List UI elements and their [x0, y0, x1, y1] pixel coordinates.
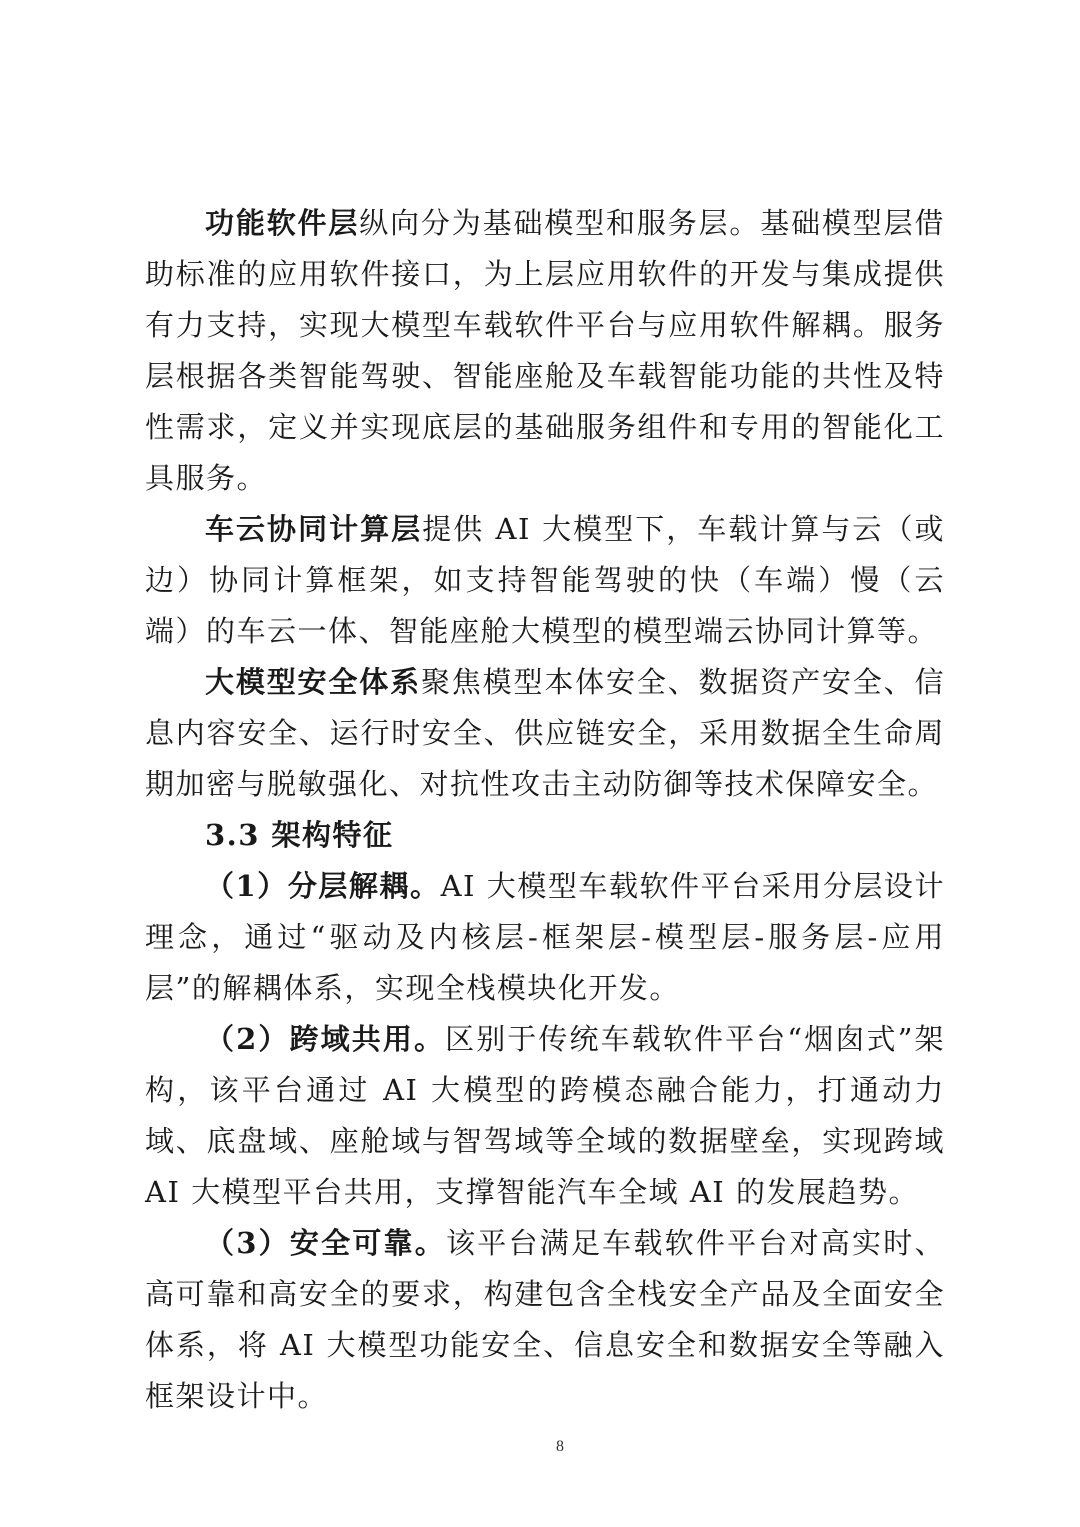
paragraph-text: 提供 AI 大模型下，车载计算与云（或边）协同计算框架，如支持智能驾驶的快（车端）慢（云端）的车云一体、智能座舱大模型的模型端云协同计算等。 — [145, 512, 945, 648]
page-body — [145, 198, 945, 1422]
feature-title: （3）安全可靠。 — [205, 1226, 447, 1260]
paragraph-text: 纵向分为基础模型和服务层。基础模型层借助标准的应用软件接口，为上层应用软件的开发与集成提供有力支持，实现大模型车载软件平台与应用软件解耦。服务层根据各类智能驾驶、智能座舱及车载智能功能的共性及特性需求，定义并实现底层的基础服务组件和专用的智能化工具服务。 — [145, 206, 945, 495]
paragraph-vehicle-cloud-computing-layer — [145, 504, 945, 657]
paragraph-model-security-system — [145, 657, 945, 810]
feature-title: （1）分层解耦。 — [205, 869, 441, 903]
paragraph-text: 聚焦模型本体安全、数据资产安全、信息内容安全、运行时安全、供应链安全，采用数据全生命周期加密与脱敏强化、对抗性攻击主动防御等技术保障安全。 — [145, 665, 945, 801]
term-vehicle-cloud-computing-layer: 车云协同计算层 — [205, 512, 423, 546]
term-functional-software-layer: 功能软件层 — [205, 206, 360, 240]
page-number: 8 — [556, 1438, 564, 1455]
term-model-security-system: 大模型安全体系 — [205, 665, 421, 699]
feature-safe-reliable — [145, 1218, 945, 1422]
feature-title: （2）跨域共用。 — [205, 1022, 446, 1056]
feature-cross-domain-sharing — [145, 1014, 945, 1218]
feature-text: 区别于传统车载软件平台“烟囱式”架构，该平台通过 AI 大模型的跨模态融合能力，打通动力域、底盘域、座舱域与智驾域等全域的数据壁垒，实现跨域 AI 大模型平台共用，支撑智能汽车全域 AI 的发展趋势。 — [145, 1022, 946, 1209]
feature-layered-decoupling — [145, 861, 945, 1014]
feature-text: AI 大模型车载软件平台采用分层设计理念，通过“驱动及内核层-框架层-模型层-服务层-应用层”的解耦体系，实现全栈模块化开发。 — [145, 869, 945, 1005]
section-heading: 3.3 架构特征 — [205, 818, 394, 852]
feature-text: 该平台满足车载软件平台对高实时、高可靠和高安全的要求，构建包含全栈安全产品及全面安全体系，将 AI 大模型功能安全、信息安全和数据安全等融入框架设计中。 — [145, 1226, 945, 1413]
paragraph-functional-software-layer — [145, 198, 945, 504]
